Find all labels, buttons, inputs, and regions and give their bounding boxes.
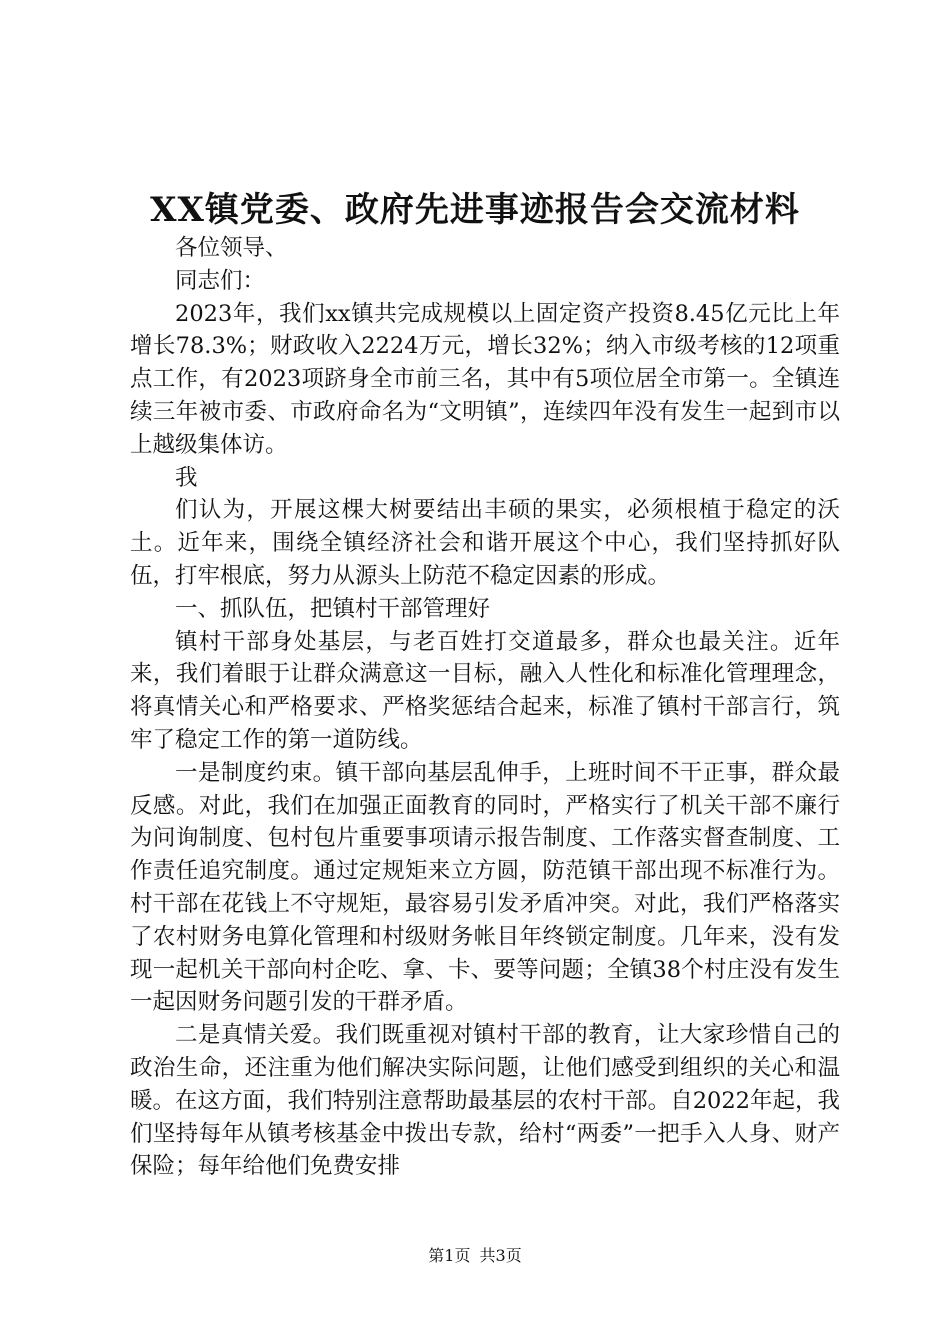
section-heading-1: 一、抓队伍，把镇村干部管理好 — [175, 595, 491, 622]
salutation-comrades: 同志们： — [175, 267, 266, 294]
paragraph-institutional-constraint: 一是制度约束。镇干部向基层乱伸手，上班时间不干正事，群众最反感。对此，我们在加强正面教育的同时，严格实行了机关干部不廉行为问询制度、包村包片重要事项请示报告制度、工作落实督查制度、工作责任追究制度。通过定规矩来立方圆，防范镇干部出现不标准行为。村干部在花钱上不守规矩，最容易引发矛盾冲突。对此，我们严格落实了农村财务电算化管理和村级财务帐目年终锁定制度。几年来，没有发现一起机关干部向村企吃、拿、卡、要等问题；全镇38个村庄没有发生一起因财务问题引发的干群矛盾。 — [130, 759, 840, 1016]
document-body — [130, 232, 840, 1183]
paragraph-cadres: 镇村干部身处基层，与老百姓打交道最多，群众也最关注。近年来，我们着眼于让群众满意这一目标，融入人性化和标准化管理理念，将真情关心和严格要求、严格奖惩结合起来，标准了镇村干部言行，筑牢了稳定工作的第一道防线。 — [130, 628, 840, 753]
page-number: 第1页 — [428, 1246, 471, 1265]
paragraph-achievements: 2023年，我们xx镇共完成规模以上固定资产投资8.45亿元比上年增长78.3%；财政收入2224万元，增长32%；纳入市级考核的12项重点工作，有2023项跻身全市前三名，其中有5项位居全市第一。全镇连续三年被市委、市政府命名为“文明镇”，连续四年没有发生一起到市以上越级集体访。 — [130, 300, 840, 458]
paragraph-stability: 们认为，开展这棵大树要结出丰硕的果实，必须根植于稳定的沃土。近年来，围绕全镇经济社会和谐开展这个中心，我们坚持抓好队伍，打牢根底，努力从源头上防范不稳定因素的形成。 — [130, 497, 840, 589]
document-title: XX镇党委、政府先进事迹报告会交流材料 — [150, 190, 800, 230]
salutation-leaders: 各位领导、 — [175, 235, 288, 261]
page-footer — [0, 1245, 950, 1267]
page-total: 共3页 — [479, 1246, 522, 1265]
paragraph-fragment: 我 — [175, 464, 198, 491]
paragraph-care: 二是真情关爱。我们既重视对镇村干部的教育，让大家珍惜自己的政治生命，还注重为他们解决实际问题，让他们感受到组织的关心和温暖。在这方面，我们特别注意帮助最基层的农村干部。自2022年起，我们坚持每年从镇考核基金中拨出专款，给村“两委”一把手入人身、财产保险；每年给他们免费安排 — [130, 1022, 840, 1180]
